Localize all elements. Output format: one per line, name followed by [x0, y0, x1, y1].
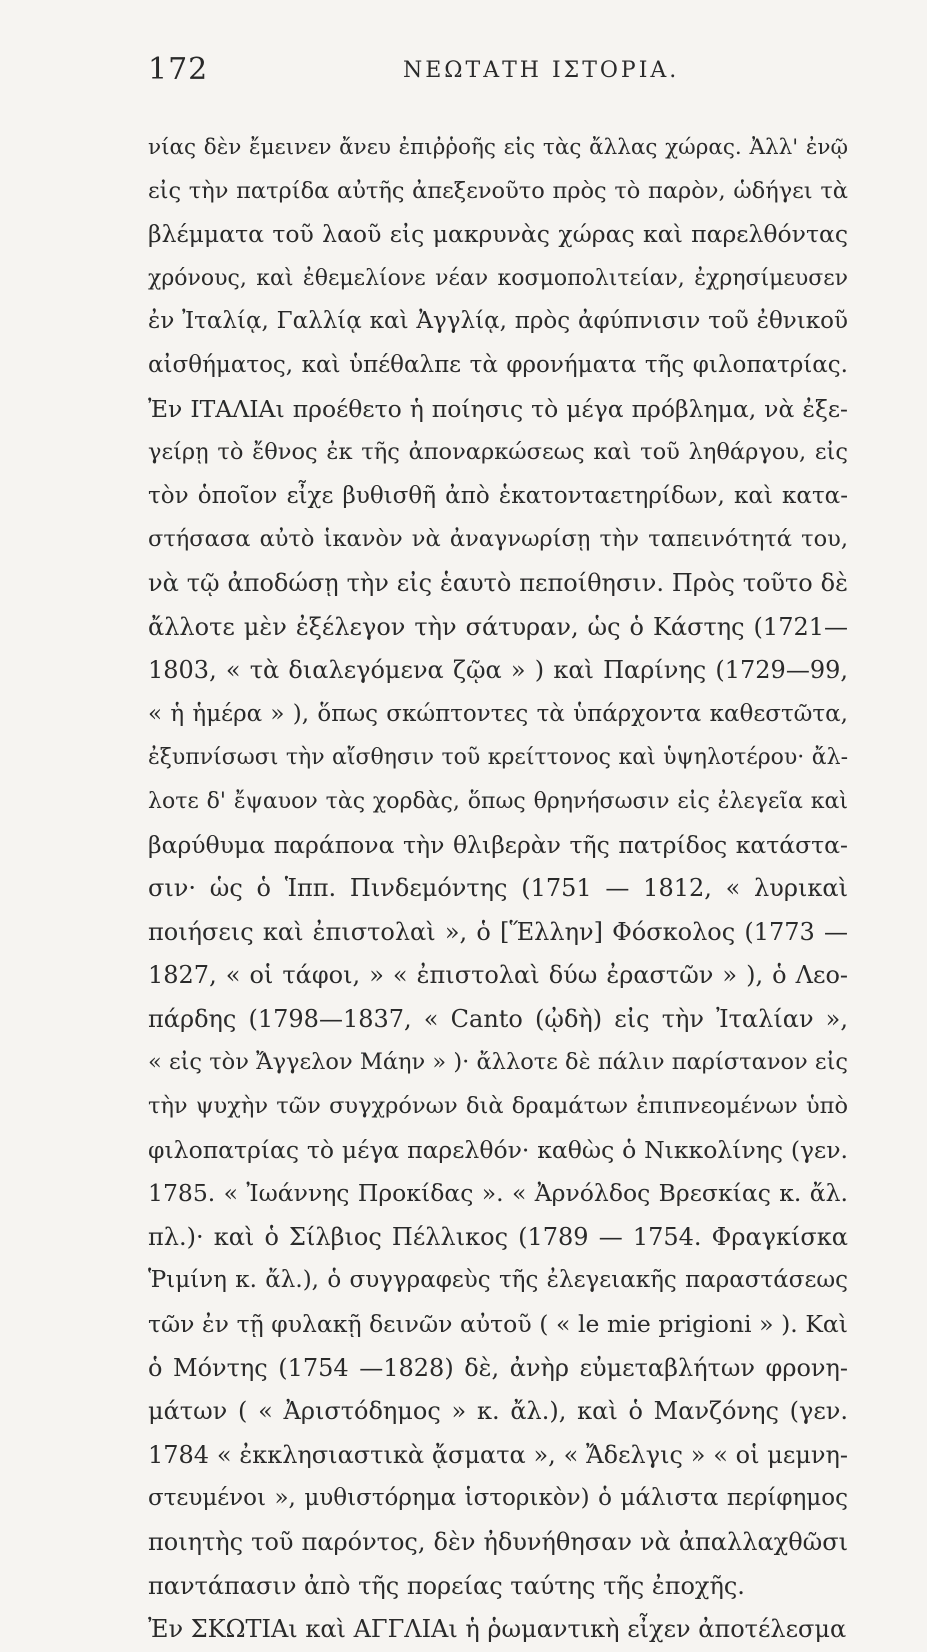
text-line: ὁ Μόντης (1754 —1828) δὲ, ἀνὴρ εὐμεταβλήτων φρονη-: [148, 1353, 848, 1382]
text-line: τὴν ψυχὴν τῶν συγχρόνων διὰ δραμάτων ἐπιπνεομένων ὑπὸ: [148, 1093, 848, 1120]
text-line: γείρῃ τὸ ἔθνος ἐκ τῆς ἀποναρκώσεως καὶ τοῦ ληθάργου, εἰς: [148, 439, 848, 466]
text-line: ποιήσεις καὶ ἐπιστολαὶ », ὁ [Ἕλλην] Φόσκολος (1773 —: [148, 917, 848, 946]
text-line: παντάπασιν ἀπὸ τῆς πορείας ταύτης τῆς ἐποχῆς.: [148, 1571, 745, 1600]
text-line: ἐν Ἰταλίᾳ, Γαλλίᾳ καὶ Ἀγγλίᾳ, πρὸς ἀφύπνισιν τοῦ ἐθνικοῦ: [148, 308, 848, 335]
text-line: τὸν ὁποῖον εἶχε βυθισθῆ ἀπὸ ἑκατονταετηρίδων, καὶ κατα-: [148, 482, 848, 509]
text-line: φιλοπατρίας τὸ μέγα παρελθόν· καθὼς ὁ Νικκολίνης (γεν.: [148, 1135, 848, 1164]
text-line: ποιητὴς τοῦ παρόντος, δὲν ἠδυνήθησαν νὰ ἀπαλλαχθῶσι: [148, 1528, 848, 1556]
text-line: νὰ τῷ ἀποδώσῃ τὴν εἰς ἑαυτὸ πεποίθησιν. Πρὸς τοῦτο δὲ: [148, 568, 848, 597]
text-line: μάτων ( « Ἀριστόδημος » κ. ἄλ.), καὶ ὁ Μανζόνης (γεν.: [148, 1397, 848, 1426]
text-line: λοτε δ' ἔψαυον τὰς χορδὰς, ὅπως θρηνήσωσιν εἰς ἐλεγεῖα καὶ: [148, 788, 848, 814]
text-line: στήσασα αὐτὸ ἱκανὸν νὰ ἀναγνωρίσῃ τὴν ταπεινότητά του,: [148, 526, 848, 553]
page-header: [148, 52, 838, 92]
text-line: βαρύθυμα παράπονα τὴν θλιβερὰν τῆς πατρίδος κατάστα-: [148, 830, 848, 859]
text-line: ἐξυπνίσωσι τὴν αἴσθησιν τοῦ κρείττονος καὶ ὑψηλοτέρου· ἄλ-: [148, 745, 848, 771]
body-text: [148, 126, 848, 1652]
text-line: πλ.)· καὶ ὁ Σίλβιος Πέλλικος (1789 — 1754. Φραγκίσκα: [148, 1222, 848, 1251]
text-line: πάρδης (1798—1837, « Canto (ᾠδὴ) εἰς τὴν Ἰταλίαν »,: [148, 1004, 848, 1033]
text-line: Ἐν ΣΚΩΤΙΑι καὶ ΑΓΓΛΙΑι ἡ ῥωμαντικὴ εἶχεν ἀποτέλεσμα: [148, 1615, 847, 1644]
page-number: 172: [148, 52, 209, 87]
text-line: στευμένοι », μυθιστόρημα ἱστορικὸν) ὁ μάλιστα περίφημος: [148, 1485, 848, 1512]
text-line: Ἐν ΙΤΑΛΙΑι προέθετο ἡ ποίησις τὸ μέγα πρόβλημα, νὰ ἐξε-: [148, 394, 848, 423]
text-line: αἰσθήματος, καὶ ὑπέθαλπε τὰ φρονήματα τῆς φιλοπατρίας.: [148, 351, 848, 378]
text-line: χρόνους, καὶ ἐθεμελίονε νέαν κοσμοπολιτείαν, ἐχρησίμευσεν: [148, 265, 848, 291]
running-head: ΝΕΩΤΑΤΗ ΙΣΤΟΡΙΑ.: [403, 58, 680, 83]
text-line: σιν· ὡς ὁ Ἱππ. Πινδεμόντης (1751 — 1812, « λυρικαὶ: [148, 874, 848, 903]
text-line: νίας δὲν ἔμεινεν ἄνευ ἐπιῤῥοῆς εἰς τὰς ἄλλας χώρας. Ἀλλ' ἐνῷ: [148, 135, 848, 160]
text-line: « εἰς τὸν Ἄγγελον Μάην » )· ἄλλοτε δὲ πάλιν παρίστανον εἰς: [148, 1049, 848, 1076]
text-line: ἄλλοτε μὲν ἐξέλεγον τὴν σάτυραν, ὡς ὁ Κάστης (1721—: [148, 612, 848, 641]
text-line: εἰς τὴν πατρίδα αὐτῆς ἀπεξενοῦτο πρὸς τὸ παρὸν, ὡδήγει τὰ: [148, 177, 848, 204]
text-line: « ἡ ἡμέρα » ), ὅπως σκώπτοντες τὰ ὑπάρχοντα καθεστῶτα,: [148, 700, 848, 727]
text-line: 1803, « τὰ διαλεγόμενα ζῷα » ) καὶ Παρίνης (1729—99,: [148, 656, 848, 685]
text-line: 1785. « Ἰωάννης Προκίδας ». « Ἀρνόλδος Βρεσκίας κ. ἄλ.: [148, 1179, 848, 1208]
text-line: Ῥιμίνη κ. ἄλ.), ὁ συγγραφεὺς τῆς ἐλεγειακῆς παραστάσεως: [148, 1267, 848, 1294]
text-line: βλέμματα τοῦ λαοῦ εἰς μακρυνὰς χώρας καὶ παρελθόντας: [148, 220, 848, 249]
text-line: 1827, « οἱ τάφοι, » « ἐπιστολαὶ δύω ἐραστῶν » ), ὁ Λεο-: [148, 961, 848, 990]
text-line: τῶν ἐν τῇ φυλακῇ δεινῶν αὐτοῦ ( « le mie prigioni » ). Καὶ: [148, 1310, 848, 1339]
text-line: 1784 « ἐκκλησιαστικὰ ᾄσματα », « Ἄδελγις » « οἱ μεμνη-: [148, 1440, 848, 1469]
